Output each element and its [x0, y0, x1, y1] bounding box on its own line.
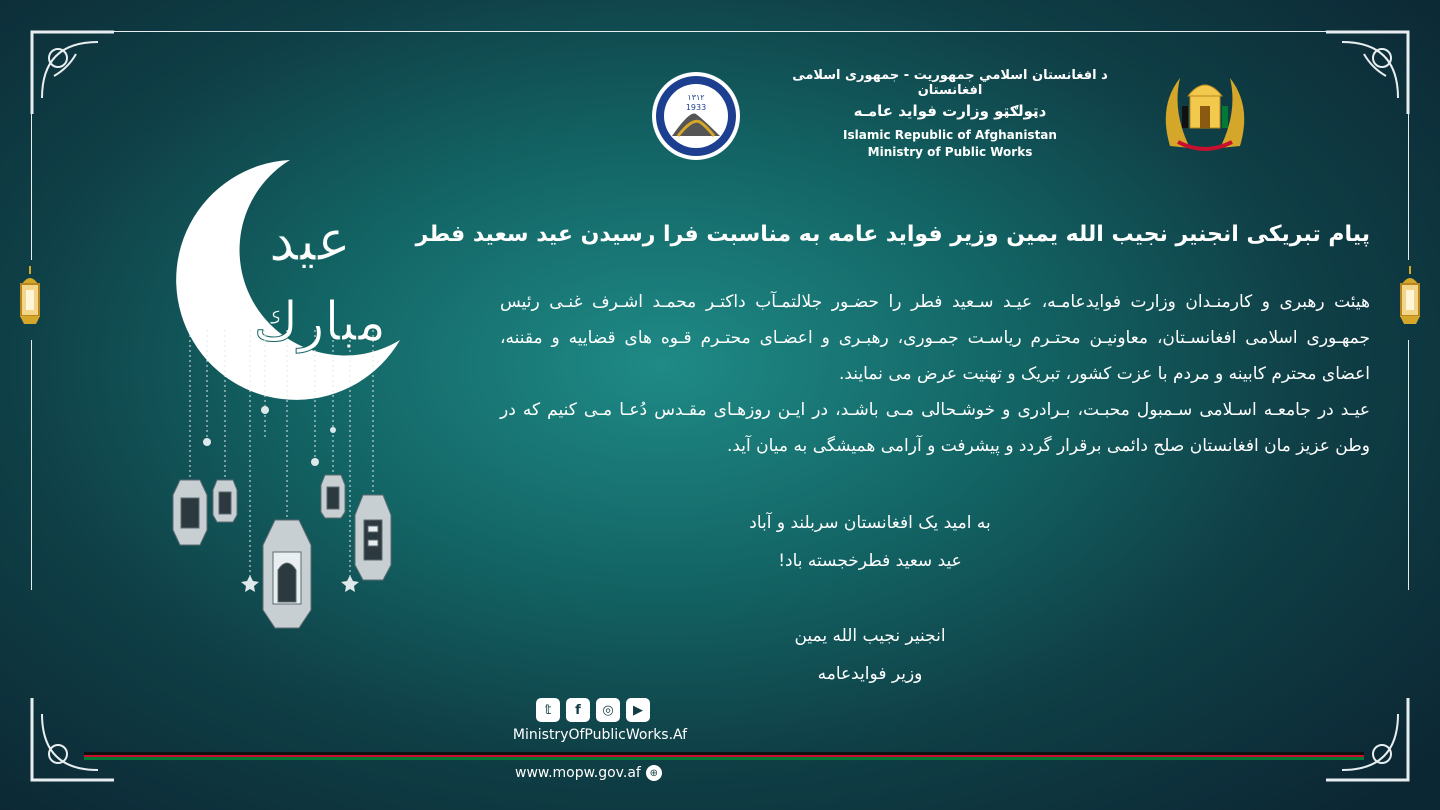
message-paragraph-2: عیـد در جامعـه اسـلامی سـمبول محبـت، بـرادری و خوشـحالی مـی باشـد، در ایـن روزهـای مقـدس دُعـا مـی کنیم که در وطن عزیز مان افغانستان صلح دائمی برقرار گردد و پیشرفت و آرامی همیشگی به میان آید. [500, 400, 1370, 456]
ministry-header [780, 68, 1120, 159]
lantern-5 [355, 495, 391, 580]
lantern-2 [213, 480, 237, 522]
signature-name: انجنیر نجیب الله یمین [794, 626, 946, 646]
lantern-left-icon [14, 266, 46, 328]
ministry-seal-logo [650, 70, 742, 162]
flag-stripe-green [84, 757, 1364, 760]
closing-line-1: به امید یک افغانستان سربلند و آباد [749, 513, 991, 533]
header-line-2: دټولګټو وزارت فواید عامـه [853, 102, 1047, 120]
twitter-icon[interactable]: 𝕥 [536, 698, 560, 722]
header-line-1: د افغانستان اسلامي جمهوريت - جمهوری اسلامی افغانستان [792, 68, 1108, 98]
flag-stripe [84, 752, 1364, 760]
corner-ornament-top-left [28, 28, 118, 118]
header-line-3: Islamic Republic of Afghanistan [843, 128, 1057, 142]
national-emblem-logo [1158, 66, 1252, 160]
social-links [536, 698, 650, 722]
frame-left-line-lower [31, 340, 32, 590]
corner-ornament-bottom-right [1322, 694, 1412, 784]
lantern-3 [263, 520, 311, 628]
website[interactable] [515, 765, 662, 781]
calligraphy-eid: عيد [268, 206, 352, 274]
facebook-icon[interactable]: f [566, 698, 590, 722]
corner-ornament-bottom-left [28, 694, 118, 784]
seal-year: 1933 [685, 103, 707, 112]
youtube-icon[interactable]: ▶ [626, 698, 650, 722]
frame-right-line-lower [1408, 340, 1409, 590]
message-paragraph-1: هیئت رهبری و کارمنـدان وزارت فوایدعامـه، عیـد سـعید فطر را حضـور جلالتمـآب داکتـر محمـد اشـرف غنـی رئیس جمهـوری اسلامی افغانسـتان، معاونیـن محتـرم ریاسـت جمـوری، رهبـری و اعضـای محتـرم قـوه های قضاییه و مقننه، اعضای محترم کابینه و مردم با عزت کشور، تبریک و تهنیت عرض می نمایند. [500, 292, 1370, 384]
globe-icon: ⊕ [646, 765, 662, 781]
lantern-4 [321, 475, 345, 518]
frame-top-line [110, 31, 1330, 32]
signature-title: وزیر فوایدعامه [817, 664, 923, 684]
instagram-icon[interactable]: ◎ [596, 698, 620, 722]
lantern-right-icon [1394, 266, 1426, 328]
lantern-1 [173, 480, 207, 545]
corner-ornament-top-right [1322, 28, 1412, 118]
calligraphy-mubarak: مبارك [253, 290, 387, 353]
social-handle[interactable]: MinistryOfPublicWorks.Af [512, 727, 688, 743]
seal-year-top: ۱۳۱۲ [687, 93, 705, 102]
header-line-4: Ministry of Public Works [867, 145, 1033, 159]
frame-right-line [1408, 110, 1409, 260]
message-body [500, 284, 1370, 464]
message-title: پیام تبریکی انجنیر نجیب الله یمین وزیر فواید عامه به مناسبت فرا رسیدن عید سعید فطر [415, 222, 1370, 247]
website-url[interactable]: www.mopw.gov.af [515, 765, 641, 781]
hanging-lanterns [165, 330, 425, 630]
frame-left-line [31, 110, 32, 260]
closing-line-2: عید سعید فطرخجسته باد! [778, 551, 962, 571]
